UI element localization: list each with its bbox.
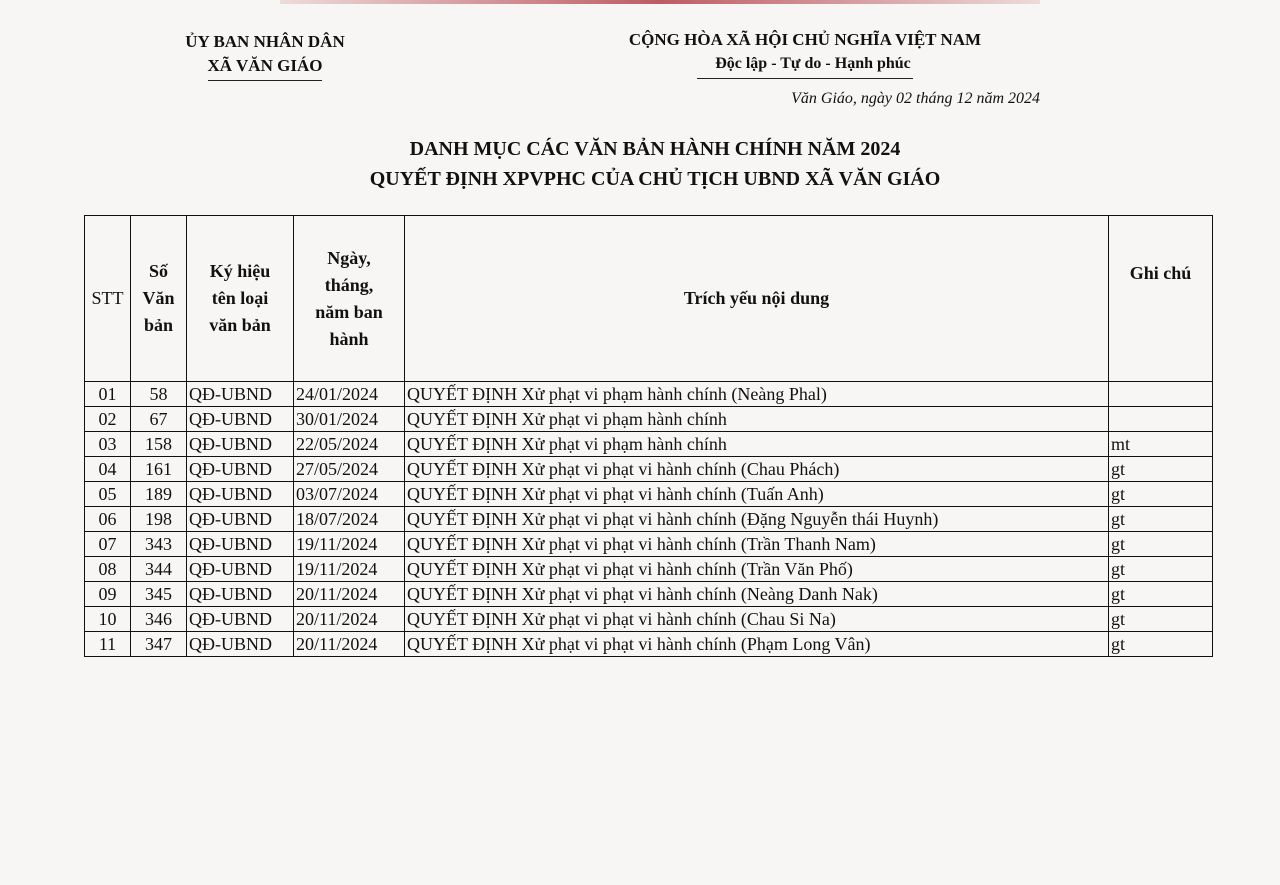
cell-so: 158	[131, 432, 187, 457]
cell-stt: 02	[85, 407, 131, 432]
cell-ghi-chu: gt	[1109, 482, 1213, 507]
cell-ngay: 20/11/2024	[294, 607, 405, 632]
cell-stt: 04	[85, 457, 131, 482]
table-row	[85, 432, 1213, 457]
cell-stt: 06	[85, 507, 131, 532]
table-row	[85, 532, 1213, 557]
cell-so: 344	[131, 557, 187, 582]
document-title	[170, 134, 1140, 194]
cell-ngay: 18/07/2024	[294, 507, 405, 532]
cell-ghi-chu: gt	[1109, 632, 1213, 657]
cell-ghi-chu: gt	[1109, 457, 1213, 482]
table-row	[85, 632, 1213, 657]
cell-trich-yeu: QUYẾT ĐỊNH Xử phạt vi phạt vi hành chính (Phạm Long Vân)	[405, 632, 1109, 657]
cell-trich-yeu: QUYẾT ĐỊNH Xử phạt vi phạm hành chính	[405, 407, 1109, 432]
cell-ky-hieu: QĐ-UBND	[187, 557, 294, 582]
cell-so: 198	[131, 507, 187, 532]
cell-ky-hieu: QĐ-UBND	[187, 407, 294, 432]
table-row	[85, 457, 1213, 482]
commune-name: XÃ VĂN GIÁO	[208, 54, 323, 81]
cell-ghi-chu: mt	[1109, 432, 1213, 457]
cell-ghi-chu	[1109, 407, 1213, 432]
cell-ghi-chu: gt	[1109, 607, 1213, 632]
cell-stt: 01	[85, 382, 131, 407]
national-header-block	[580, 28, 1030, 79]
cell-ghi-chu: gt	[1109, 507, 1213, 532]
cell-ky-hieu: QĐ-UBND	[187, 457, 294, 482]
agency-name: ỦY BAN NHÂN DÂN	[185, 32, 345, 51]
cell-stt: 11	[85, 632, 131, 657]
cell-trich-yeu: QUYẾT ĐỊNH Xử phạt vi phạt vi hành chính (Chau Phách)	[405, 457, 1109, 482]
table-row	[85, 482, 1213, 507]
cell-stt: 10	[85, 607, 131, 632]
cell-trich-yeu: QUYẾT ĐỊNH Xử phạt vi phạt vi hành chính (Chau Si Na)	[405, 607, 1109, 632]
cell-ngay: 03/07/2024	[294, 482, 405, 507]
cell-ngay: 27/05/2024	[294, 457, 405, 482]
cell-ngay: 22/05/2024	[294, 432, 405, 457]
cell-ghi-chu: gt	[1109, 582, 1213, 607]
cell-so: 161	[131, 457, 187, 482]
nation-name: CỘNG HÒA XÃ HỘI CHỦ NGHĨA VIỆT NAM	[628, 30, 982, 49]
cell-ghi-chu: gt	[1109, 532, 1213, 557]
cell-so: 346	[131, 607, 187, 632]
header-ky-hieu: Ký hiệu tên loại văn bản	[187, 216, 294, 382]
cell-ky-hieu: QĐ-UBND	[187, 432, 294, 457]
cell-stt: 05	[85, 482, 131, 507]
cell-ky-hieu: QĐ-UBND	[187, 482, 294, 507]
cell-ngay: 19/11/2024	[294, 532, 405, 557]
cell-stt: 08	[85, 557, 131, 582]
cell-ghi-chu: gt	[1109, 557, 1213, 582]
cell-ghi-chu	[1109, 382, 1213, 407]
table-row	[85, 407, 1213, 432]
cell-ngay: 19/11/2024	[294, 557, 405, 582]
national-motto: Độc lập - Tự do - Hạnh phúc	[697, 52, 913, 79]
cell-ky-hieu: QĐ-UBND	[187, 607, 294, 632]
cell-ngay: 30/01/2024	[294, 407, 405, 432]
table-row	[85, 382, 1213, 407]
table-row	[85, 557, 1213, 582]
documents-table	[84, 215, 1213, 657]
title-line-2: QUYẾT ĐỊNH XPVPHC CỦA CHỦ TỊCH UBND XÃ VĂN GIÁO	[369, 168, 941, 190]
cell-trich-yeu: QUYẾT ĐỊNH Xử phạt vi phạt vi hành chính (Trần Văn Phố)	[405, 557, 1109, 582]
cell-ky-hieu: QĐ-UBND	[187, 382, 294, 407]
cell-stt: 07	[85, 532, 131, 557]
table-row	[85, 582, 1213, 607]
cell-trich-yeu: QUYẾT ĐỊNH Xử phạt vi phạt vi hành chính (Tuấn Anh)	[405, 482, 1109, 507]
header-stt: STT	[85, 216, 131, 382]
cell-so: 58	[131, 382, 187, 407]
table-header-row	[85, 216, 1213, 382]
header-so-van-ban: Số Văn bản	[131, 216, 187, 382]
cell-so: 345	[131, 582, 187, 607]
place-and-date: Văn Giáo, ngày 02 tháng 12 năm 2024	[791, 90, 1040, 107]
cell-trich-yeu: QUYẾT ĐỊNH Xử phạt vi phạt vi hành chính (Trần Thanh Nam)	[405, 532, 1109, 557]
cell-trich-yeu: QUYẾT ĐỊNH Xử phạt vi phạm hành chính (Neàng Phal)	[405, 382, 1109, 407]
cell-ky-hieu: QĐ-UBND	[187, 507, 294, 532]
cell-so: 67	[131, 407, 187, 432]
cell-trich-yeu: QUYẾT ĐỊNH Xử phạt vi phạt vi hành chính (Neàng Danh Nak)	[405, 582, 1109, 607]
cell-stt: 09	[85, 582, 131, 607]
header-ngay-ban-hanh: Ngày, tháng, năm ban hành	[294, 216, 405, 382]
cell-trich-yeu: QUYẾT ĐỊNH Xử phạt vi phạt vi hành chính (Đặng Nguyễn thái Huynh)	[405, 507, 1109, 532]
title-line-1: DANH MỤC CÁC VĂN BẢN HÀNH CHÍNH NĂM 2024	[409, 138, 901, 160]
cell-ky-hieu: QĐ-UBND	[187, 532, 294, 557]
cell-ngay: 20/11/2024	[294, 582, 405, 607]
cell-so: 347	[131, 632, 187, 657]
issuing-agency-block	[150, 30, 380, 81]
cell-ky-hieu: QĐ-UBND	[187, 632, 294, 657]
cell-so: 189	[131, 482, 187, 507]
cell-ngay: 20/11/2024	[294, 632, 405, 657]
cell-ngay: 24/01/2024	[294, 382, 405, 407]
header-ghi-chu: Ghi chú	[1109, 216, 1213, 382]
cell-so: 343	[131, 532, 187, 557]
cell-trich-yeu: QUYẾT ĐỊNH Xử phạt vi phạm hành chính	[405, 432, 1109, 457]
header-trich-yeu: Trích yếu nội dung	[405, 216, 1109, 382]
cell-ky-hieu: QĐ-UBND	[187, 582, 294, 607]
top-edge-decoration	[280, 0, 1040, 4]
table-row	[85, 507, 1213, 532]
table-row	[85, 607, 1213, 632]
cell-stt: 03	[85, 432, 131, 457]
